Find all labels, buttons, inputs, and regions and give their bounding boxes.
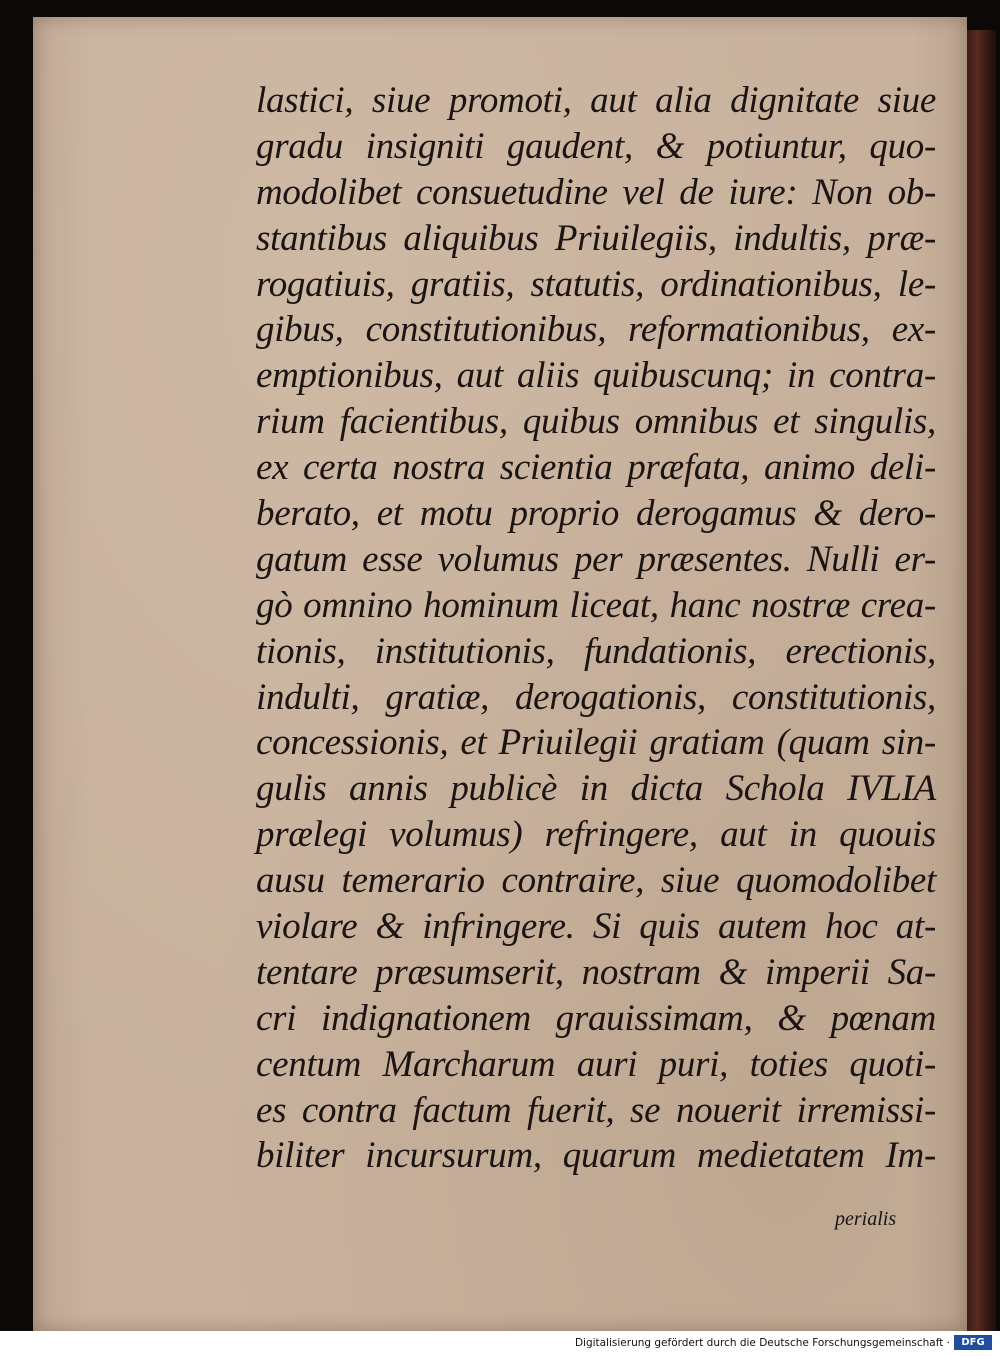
text-line: berato, et motu proprio derogamus & dero- bbox=[256, 493, 936, 535]
text-line: lastici, siue promoti, aut alia dignitate siue bbox=[256, 80, 936, 121]
text-line: modolibet consuetudine vel de iure: Non ob- bbox=[256, 171, 936, 213]
text-line: ex certa nostra scientia præfata, animo deli- bbox=[256, 447, 936, 489]
text-line: prælegi volumus) refringere, aut in quouis bbox=[256, 814, 936, 856]
text-line: biliter incursurum, quarum medietatem Im- bbox=[256, 1135, 936, 1177]
text-line: rium facientibus, quibus omnibus et singulis, bbox=[256, 401, 936, 443]
text-line: centum Marcharum auri puri, toties quoti- bbox=[256, 1043, 936, 1085]
text-line: gradu insigniti gaudent, & potiuntur, quo- bbox=[256, 125, 936, 167]
text-line: tentare præsumserit, nostram & imperii Sa- bbox=[256, 951, 936, 993]
dfg-logo: DFG bbox=[954, 1335, 992, 1350]
text-line: concessionis, et Priuilegii gratiam (quam sin- bbox=[256, 722, 936, 764]
text-line: cri indignationem grauissimam, & pœnam bbox=[256, 997, 936, 1039]
text-line: gibus, constitutionibus, reformationibus, ex- bbox=[256, 309, 936, 351]
text-line: gulis annis publicè in dicta Schola IVLIA bbox=[256, 768, 936, 810]
text-line: tionis, institutionis, fundationis, erectionis, bbox=[256, 630, 936, 672]
text-line: gatum esse volumus per præsentes. Nulli er- bbox=[256, 538, 936, 580]
text-line: ausu temerario contraire, siue quomodolibet bbox=[256, 860, 936, 902]
text-line: rogatiuis, gratiis, statutis, ordinationibus, le- bbox=[256, 263, 936, 305]
text-line: gò omnino hominum liceat, hanc nostræ crea- bbox=[256, 584, 936, 626]
page-text bbox=[256, 78, 936, 1179]
text-line: es contra factum fuerit, se nouerit irremissi- bbox=[256, 1089, 936, 1131]
text-line: emptionibus, aut aliis quibuscunq; in contra- bbox=[256, 355, 936, 397]
text-line: violare & infringere. Si quis autem hoc at- bbox=[256, 906, 936, 948]
text-line: stantibus aliquibus Priuilegiis, indultis, præ- bbox=[256, 217, 936, 259]
catchword: perialis bbox=[835, 1208, 897, 1230]
digitization-credit: Digitalisierung gefördert durch die Deutsche Forschungsgemeinschaft · bbox=[574, 1337, 950, 1349]
text-line: indulti, gratiæ, derogationis, constitutionis, bbox=[256, 676, 936, 718]
book-edge bbox=[962, 30, 996, 1331]
